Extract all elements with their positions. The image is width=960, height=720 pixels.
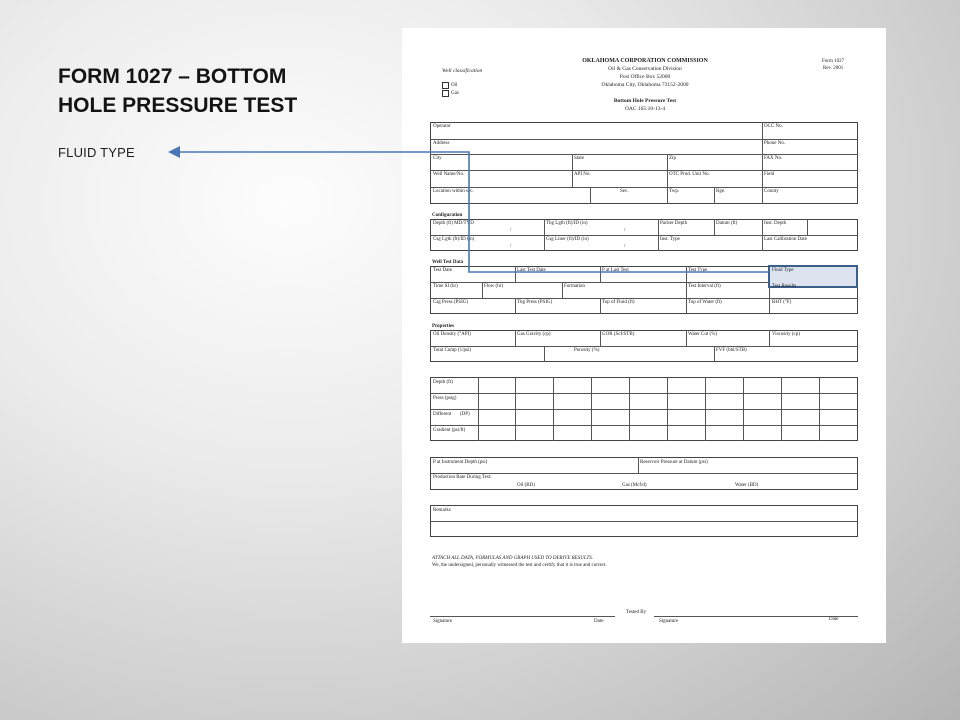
gas-gravity-label: Gas Gravity (cp) [517, 332, 551, 337]
production-gas-label: Gas (Mcf/d) [622, 483, 647, 488]
date-1-label: Date [594, 619, 604, 624]
tbg-press-label: Tbg Press (PSIG) [517, 300, 553, 305]
production-water-label: Water (BD) [735, 483, 759, 488]
bht-label: BHT (°F) [772, 300, 792, 305]
tbg-length-label: Tbg Lgth (ft)/ID (in) [546, 221, 588, 226]
inst-depth-label: Inst. Depth [764, 221, 787, 226]
time-si-label: Time SI (hr) [433, 284, 458, 289]
address-label: Address [433, 141, 450, 146]
gas-checkbox-label: Gas [451, 91, 459, 96]
test-type-label: Test Type [688, 268, 708, 273]
configuration-heading: Configuration [432, 213, 463, 218]
depth-md-tvd-label: Depth (ft) MD/TVD [433, 221, 474, 226]
twp-label: Twp. [669, 189, 680, 194]
fluid-type-callout-label: FLUID TYPE [58, 145, 135, 160]
gas-checkbox [442, 90, 449, 97]
api-no-label: API No. [574, 172, 591, 177]
tbg-slash: / [624, 228, 626, 233]
field-label: Field [764, 172, 775, 177]
tested-by-label: Tested By [626, 610, 647, 615]
datum-label: Datum (ft) [716, 221, 738, 226]
oil-density-label: Oil Density (°API) [433, 332, 471, 337]
test-interval-label: Test Interval (ft) [688, 284, 721, 289]
remarks-label: Remarks [433, 508, 451, 513]
form-title: Bottom Hole Pressure Test [613, 98, 677, 104]
last-calibration-label: Last Calibration Date [764, 237, 808, 242]
state-label: State [574, 156, 584, 161]
slide-title-line-2: HOLE PRESSURE TEST [58, 94, 298, 117]
flow-label: Flow (hr) [484, 284, 504, 289]
last-test-date-label: Last Test Date [517, 268, 546, 273]
top-of-fluid-label: Top of Fluid (ft) [602, 300, 635, 305]
fax-no-label: FAX No. [764, 156, 783, 161]
porosity-label: Porosity (%) [574, 348, 600, 353]
formation-label: Formation [564, 284, 585, 289]
slide-title-line-1: FORM 1027 – BOTTOM [58, 65, 287, 88]
inst-type-label: Inst. Type [660, 237, 680, 242]
signature-1-label: Signature [433, 619, 453, 624]
csg-press-label: Csg Press (PSIG) [433, 300, 469, 305]
sec-label: Sec. [620, 189, 629, 194]
properties-heading: Properties [432, 324, 455, 329]
operator-block [430, 122, 858, 204]
packer-depth-label: Packer Depth [660, 221, 688, 226]
grid-gradient-label: Gradient (psi/ft) [433, 428, 466, 433]
csg-length-label: Csg Lgth (ft)/ID (in) [433, 237, 475, 242]
production-rate-label: Production Rate During Test: [433, 475, 492, 480]
grid-dp-label: (DP) [460, 412, 470, 417]
division-name: Oil & Gas Conservation Division [608, 66, 682, 72]
phone-no-label: Phone No. [764, 141, 786, 146]
p-instrument-depth-label: P at Instrument Depth (psi) [433, 460, 488, 465]
zip-label: Zip [669, 156, 676, 161]
fluid-type-label: Fluid Type [772, 268, 794, 273]
certify-note: We, the undersigned, personally witnessed the test and certify that it is true and correct. [432, 563, 607, 568]
reservoir-pressure-label: Reservoir Pressure at Datum (psi) [640, 460, 708, 465]
form-1027-document [402, 28, 886, 643]
signature-line-1 [430, 616, 615, 617]
oac-reference: OAC 165:10-13-4 [624, 106, 666, 112]
grid-press-label: Press (psig) [433, 396, 457, 401]
top-of-water-label: Top of Water (ft) [688, 300, 722, 305]
test-results-label: Test Results [772, 284, 797, 289]
oil-checkbox [442, 82, 449, 89]
gor-label: GOR (Scf/STB) [602, 332, 635, 337]
well-classification-label: Well classification [442, 68, 483, 74]
rge-label: Rge. [716, 189, 726, 194]
total-comp-label: Total Comp (1/psi) [433, 348, 471, 353]
date-2-label: Date [829, 617, 839, 622]
form-number: Form 1027 [822, 59, 845, 64]
viscosity-label: Viscosity (cp) [772, 332, 800, 337]
water-cut-label: Water Cut (%) [688, 332, 718, 337]
agency-name: OKLAHOMA CORPORATION COMMISSION [582, 58, 708, 64]
p-last-test-label: P at Last Test [602, 268, 629, 273]
po-box: Post Office Box 52000 [619, 74, 671, 80]
csg-liner-label: Csg Liner (ft)/ID (in) [546, 237, 589, 242]
well-name-label: Well Name/No. [433, 172, 465, 177]
liner-slash: / [624, 244, 626, 249]
slide-title [58, 62, 388, 120]
attach-note: ATTACH ALL DATA, FORMULAS AND GRAPH USED TO DERIVE RESULTS. [432, 556, 594, 561]
callout-arrow-head-icon [168, 146, 180, 158]
oil-checkbox-label: Oil [451, 83, 458, 88]
county-label: County [764, 189, 779, 194]
csg-slash: / [510, 244, 512, 249]
city-label: City [433, 156, 442, 161]
well-test-heading: Well Test Data [432, 260, 464, 265]
occ-no-label: OCC No. [764, 124, 783, 129]
fvf-label: FVF (bbl/STB) [716, 348, 747, 353]
signature-line-2 [654, 616, 858, 617]
city-line: Oklahoma City, Oklahoma 73152-2000 [601, 82, 689, 88]
production-oil-label: Oil (BD) [517, 483, 535, 488]
otc-prod-unit-label: OTC Prod. Unit No. [669, 172, 710, 177]
grid-depth-label: Depth (ft) [433, 380, 453, 385]
operator-label: Operator [433, 124, 451, 129]
depth-slash: / [510, 228, 512, 233]
form-revision: Rev. 2001 [823, 66, 844, 71]
test-date-label: Test Date [433, 268, 452, 273]
signature-2-label: Signature [659, 619, 679, 624]
grid-different-label: Different [433, 412, 452, 417]
location-label: Location within sec. [433, 189, 474, 194]
